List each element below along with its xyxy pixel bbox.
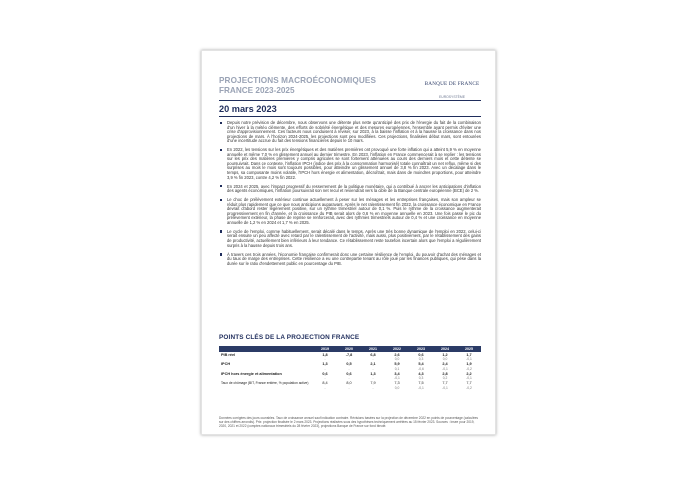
report-subtitle: FRANCE 2023-2025: [219, 86, 295, 95]
cell: 7,7: [466, 381, 472, 385]
date-divider: [219, 116, 481, 117]
bullet-icon: [220, 185, 222, 187]
column-header: 2025: [457, 346, 481, 352]
column-header: 2024: [433, 346, 457, 352]
row-label: Taux de chômage (BIT, France entière, % population active): [221, 381, 309, 385]
bullet-paragraph: En 2024 et 2025, avec l'impact progressif du resserrement de la politique monétaire, qui a contribué à ancrer les anticipations d'inflation des agents économiques, l'inflation poursuivrait son net recul et reviendrait vers la cible de la Banque centrale européenne (BCE) de 2 %.: [219, 185, 481, 194]
bullet-icon: [220, 199, 222, 201]
cell: 1,2: [442, 352, 448, 357]
bullet-icon: [220, 230, 222, 232]
cell: 0,6: [322, 371, 328, 376]
row-label: IPCH hors énergie et alimentation: [221, 371, 282, 376]
cell: 0,6: [346, 371, 352, 376]
banque-de-france-logo: [423, 81, 481, 99]
cell: 0,0: [394, 357, 400, 362]
cell: -: [348, 366, 350, 371]
table-row: [219, 381, 481, 386]
cell: 0,3: [418, 357, 424, 362]
bullet-icon: [220, 253, 222, 255]
table-notes: Données corrigées des jours ouvrables. Taux de croissance annuel sauf indication contraire. Révisions basées sur la projection de décembre 2022 en points de pourcentage (calculées sur des chiffres arrondis). Prix: projection finalisée le 2 mars 2023. Projections réalisées sous des hypothèses techniquement arrêtées au 15 février 2023. Sources : Insee pour 2019, 2020, 2021 et 2022 (comptes nationaux trimestriels du 28 février 2023), projections Banque de France sur fond bleuté.: [219, 416, 478, 428]
cell: 0,0: [442, 357, 448, 362]
column-header: 2020: [337, 346, 361, 352]
cell: 4,3: [418, 371, 424, 376]
cell: 2,6: [394, 352, 400, 357]
column-header: 2023: [409, 346, 433, 352]
cell: -: [372, 385, 374, 390]
cell: 5,4: [418, 362, 424, 366]
cell: 2,2: [466, 371, 472, 376]
cell: 2,1: [370, 362, 376, 366]
cell: -: [324, 376, 326, 381]
cell: 1,3: [322, 362, 328, 366]
cell: -: [348, 376, 350, 381]
cell: -0,1: [466, 357, 472, 362]
cell: 0,3: [418, 376, 424, 381]
cell: -: [324, 385, 326, 390]
cell: -7,8: [345, 352, 353, 357]
cell: -0,1: [394, 376, 400, 381]
cell: -: [324, 366, 326, 371]
cell: -: [372, 366, 374, 371]
cell: 0,2: [442, 376, 448, 381]
key-points-table: [219, 346, 481, 390]
cell: 0,5: [346, 362, 352, 366]
cell: 8,0: [346, 381, 352, 385]
cell: 7,5: [418, 381, 424, 385]
logo-name: BANQUE DE FRANCE: [424, 81, 480, 87]
report-title: PROJECTIONS MACROÉCONOMIQUES: [219, 76, 377, 85]
column-header: 2021: [361, 346, 385, 352]
bullet-paragraph: À travers ces trois années, l'économie française confirmerait donc une certaine résilience de l'emploi, du pouvoir d'achat des ménages et du taux de marge des entreprises. Cette résilience a eu une contrepartie tenant au rôle joué par les finances publiques, qui pèse dans la durée sur le ratio d'endettement public en pourcentage du PIB.: [219, 253, 481, 267]
cell: 6,8: [370, 352, 376, 357]
table-row: [219, 371, 481, 376]
cell: 0,0: [394, 385, 400, 390]
row-label: IPCH: [221, 362, 231, 366]
column-header: 2019: [313, 346, 337, 352]
cell: 0,1: [394, 366, 400, 371]
cell: 8,4: [322, 381, 328, 385]
cell: -: [372, 357, 374, 362]
cell: -: [372, 376, 374, 381]
cell: -: [324, 357, 326, 362]
cell: -: [348, 357, 350, 362]
column-header: 2022: [385, 346, 409, 352]
document-page: [201, 50, 496, 435]
cell: -0,1: [418, 385, 424, 390]
header-divider: [219, 100, 481, 101]
bullet-paragraph: En 2022, les tensions sur les prix énergétiques et des matières premières ont provoqué une forte inflation qui a atteint 5,9 % en moyenne annuelle et même 7,0 % en glissement annuel au dernier trimestre. En 2023, l'inflation en France commencerait à se replier : les tensions sur les prix des matières premières y compris agricoles se sont fortement atténuées au cours des derniers mois et cette détente se poursuivrait. Dans ce contexte, l'inflation IPCH (indice des prix à la consommation harmonisé) totale connaîtrait un net reflux, même si des surprises au mois le mois sont toujours possibles, pour atteindre un glissement annuel de 3,8 % fin 2023. Avec un décalage dans le temps, sa composante moins volatile, l'IPCH hors énergie et alimentation, décroîtrait, mais dans de moindres proportions, pour atteindre 3,9 % fin 2023, contre 4,2 % fin 2022.: [219, 148, 481, 180]
key-points-title: POINTS CLÉS DE LA PROJECTION FRANCE: [219, 334, 360, 341]
cell: 5,9: [394, 362, 400, 366]
intro-bullets: [219, 121, 481, 271]
logo-sub: EUROSYSTÈME: [439, 95, 465, 99]
revision-row: [219, 386, 481, 391]
publication-date: 20 mars 2023: [219, 104, 277, 114]
row-label: PIB réel: [221, 352, 236, 357]
cell: -: [348, 385, 350, 390]
cell: -0,1: [442, 385, 448, 390]
cell: -0,1: [466, 376, 472, 381]
cell: 2,4: [442, 362, 448, 366]
cell: 2,8: [442, 371, 448, 376]
cell: 7,3: [394, 381, 400, 385]
cell: -0,1: [442, 366, 448, 371]
cell: 1,8: [322, 352, 328, 357]
cell: 1,3: [370, 371, 376, 376]
cell: 1,9: [466, 362, 472, 366]
bullet-paragraph: Le choc de prélèvement extérieur continue actuellement à peser sur les ménages et les entreprises françaises, mais son ampleur se réduit plus rapidement que ce que nous anticipions auparavant. Après le net ralentissement fin 2022, la croissance économique en France devrait d'abord rester légèrement positive, sur un rythme trimestriel autour de 0,1 %. Puis le rythme de la croissance augmenterait progressivement en fin d'année, et la croissance du PIB serait alors de 0,6 % en moyenne annuelle en 2023. Une fois passé le pic du prélèvement extérieur, la phase de reprise se renforcerait, avec des rythmes trimestriels autour de 0,4 % et une croissance en moyenne annuelle de 1,2 % en 2024 et 1,7 % en 2025.: [219, 198, 481, 225]
bullet-paragraph: Depuis notre prévision de décembre, nous observons une détente plus nette qu'anticipé des prix de l'énergie du fait de la combinaison d'un hiver à la météo clémente, des efforts de sobriété énergétique et des mesures européennes, l'ensemble ayant permis d'éviter une crise d'approvisionnement. Ces facteurs nous conduisent à réviser, sur 2023, à la baisse l'inflation et à la hausse la croissance dans nos projections de mars. À l'horizon 2024-2025, les projections sont peu modifiées. Ces projections, finalisées début mars, sont entourées d'une incertitude accrue du fait des tensions financières depuis le 10 mars.: [219, 121, 481, 144]
cell: -0,6: [418, 366, 424, 371]
cell: 7,7: [442, 381, 448, 385]
bullet-icon: [220, 149, 222, 151]
bullet-icon: [220, 122, 222, 124]
bullet-paragraph: Le cycle de l'emploi, comme habituellement, serait décalé dans le temps. Après une très bonne dynamique de l'emploi en 2022, celui-ci serait ensuite un peu affecté avec retard par le ralentissement de l'activité, mais aussi, plus positivement, par le rétablissement des gains de productivité, actuellement bien inférieurs à leur tendance. Ce rétablissement reste toutefois incertain alors que l'emploi a régulièrement surpris à la hausse depuis trois ans.: [219, 230, 481, 248]
cell: 7,9: [370, 381, 376, 385]
cell: -0,2: [466, 366, 472, 371]
cell: 3,4: [394, 371, 400, 376]
cell: -0,2: [466, 385, 472, 390]
cell: 1,7: [466, 352, 472, 357]
cell: 0,6: [418, 352, 424, 357]
